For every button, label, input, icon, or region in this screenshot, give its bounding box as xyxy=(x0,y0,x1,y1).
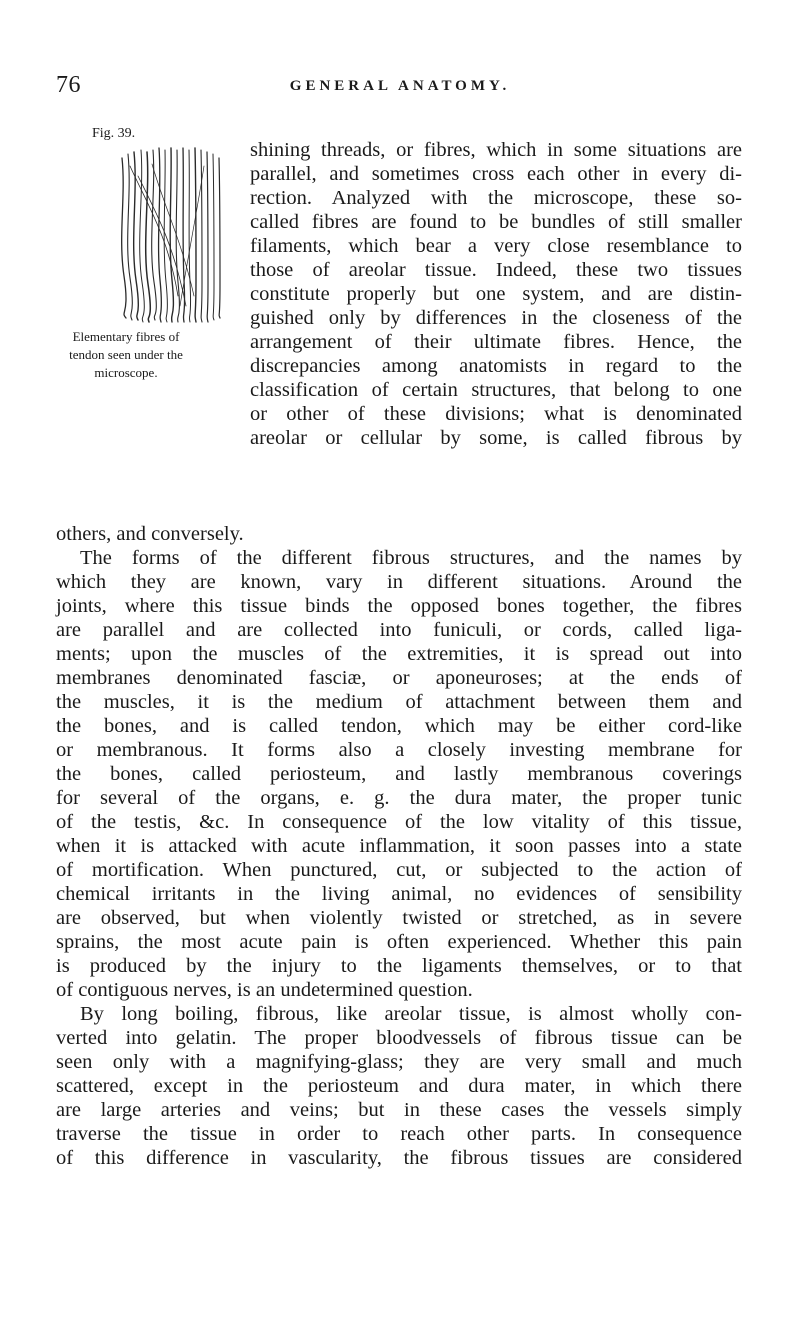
text-line: when it is attacked with acute inflammation, it soon passes into a state xyxy=(56,835,742,857)
text-line: discrepancies among anatomists in regard to the xyxy=(250,355,742,377)
text-line: scattered, except in the periosteum and dura mater, in which there xyxy=(56,1075,742,1097)
text-line: are large arteries and veins; but in these cases the vessels simply xyxy=(56,1099,742,1121)
text-line: shining threads, or fibres, which in some situations are xyxy=(250,139,742,161)
text-line: classification of certain structures, that belong to one xyxy=(250,379,742,401)
figure-caption: Elementary fibres of tendon seen under the microscope. xyxy=(69,329,183,380)
text-line: the muscles, it is the medium of attachment between them and xyxy=(56,691,742,713)
text-line: filaments, which bear a very close resemblance to xyxy=(250,235,742,257)
text-line: which they are known, vary in different situations. Around the xyxy=(56,571,742,593)
text-line: the bones, and is called tendon, which may be either cord-like xyxy=(56,715,742,737)
text-line: are observed, but when violently twisted or stretched, as in severe xyxy=(56,907,742,929)
text-line: arrangement of their ultimate fibres. Hence, the xyxy=(250,331,742,353)
page-header xyxy=(0,72,800,102)
text-line: The forms of the different fibrous structures, and the names by xyxy=(80,547,742,569)
text-line: constitute properly but one system, and are distin- xyxy=(250,283,742,305)
text-line: of contiguous nerves, is an undetermined question. xyxy=(56,979,473,1001)
text-line: areolar or cellular by some, is called fibrous by xyxy=(250,427,742,449)
text-line: of the testis, &c. In consequence of the low vitality of this tissue, xyxy=(56,811,742,833)
text-line: traverse the tissue in order to reach other parts. In consequence xyxy=(56,1123,742,1145)
text-line: ments; upon the muscles of the extremities, it is spread out into xyxy=(56,643,742,665)
text-line: parallel, and sometimes cross each other in every di- xyxy=(250,163,742,185)
text-line: is produced by the injury to the ligaments themselves, or to that xyxy=(56,955,742,977)
text-line: rection. Analyzed with the microscope, these so- xyxy=(250,187,742,209)
text-line: guished only by differences in the closeness of the xyxy=(250,307,742,329)
text-line: called fibres are found to be bundles of still smaller xyxy=(250,211,742,233)
running-title: GENERAL ANATOMY. xyxy=(289,78,511,94)
text-line: joints, where this tissue binds the opposed bones together, the fibres xyxy=(56,595,742,617)
column-paragraph xyxy=(250,138,742,450)
text-line: or membranous. It forms also a closely investing membrane for xyxy=(56,739,742,761)
text-line: those of areolar tissue. Indeed, these two tissues xyxy=(250,259,742,281)
text-line: membranes denominated fasciæ, or aponeuroses; at the ends of xyxy=(56,667,742,689)
figure-label: Fig. 39. xyxy=(92,126,136,141)
text-line: chemical irritants in the living animal, no evidences of sensibility xyxy=(56,883,742,905)
text-line: sprains, the most acute pain is often experienced. Whether this pain xyxy=(56,931,742,953)
text-line: are parallel and are collected into funiculi, or cords, called liga- xyxy=(56,619,742,641)
text-line: the bones, called periosteum, and lastly membranous coverings xyxy=(56,763,742,785)
tendon-fibres-illustration xyxy=(108,146,236,324)
page-number: 76 xyxy=(56,72,81,98)
text-line: or other of these divisions; what is denominated xyxy=(250,403,742,425)
text-line: seen only with a magnifying-glass; they are very small and much xyxy=(56,1051,742,1073)
full-width-text xyxy=(56,522,742,1170)
text-line: verted into gelatin. The proper bloodvessels of fibrous tissue can be xyxy=(56,1027,742,1049)
text-line: of this difference in vascularity, the fibrous tissues are considered xyxy=(56,1147,742,1169)
text-line: of mortification. When punctured, cut, or subjected to the action of xyxy=(56,859,742,881)
text-line: By long boiling, fibrous, like areolar tissue, is almost wholly con- xyxy=(80,1003,742,1025)
text-line: for several of the organs, e. g. the dura mater, the proper tunic xyxy=(56,787,742,809)
text-line: others, and conversely. xyxy=(56,523,244,545)
